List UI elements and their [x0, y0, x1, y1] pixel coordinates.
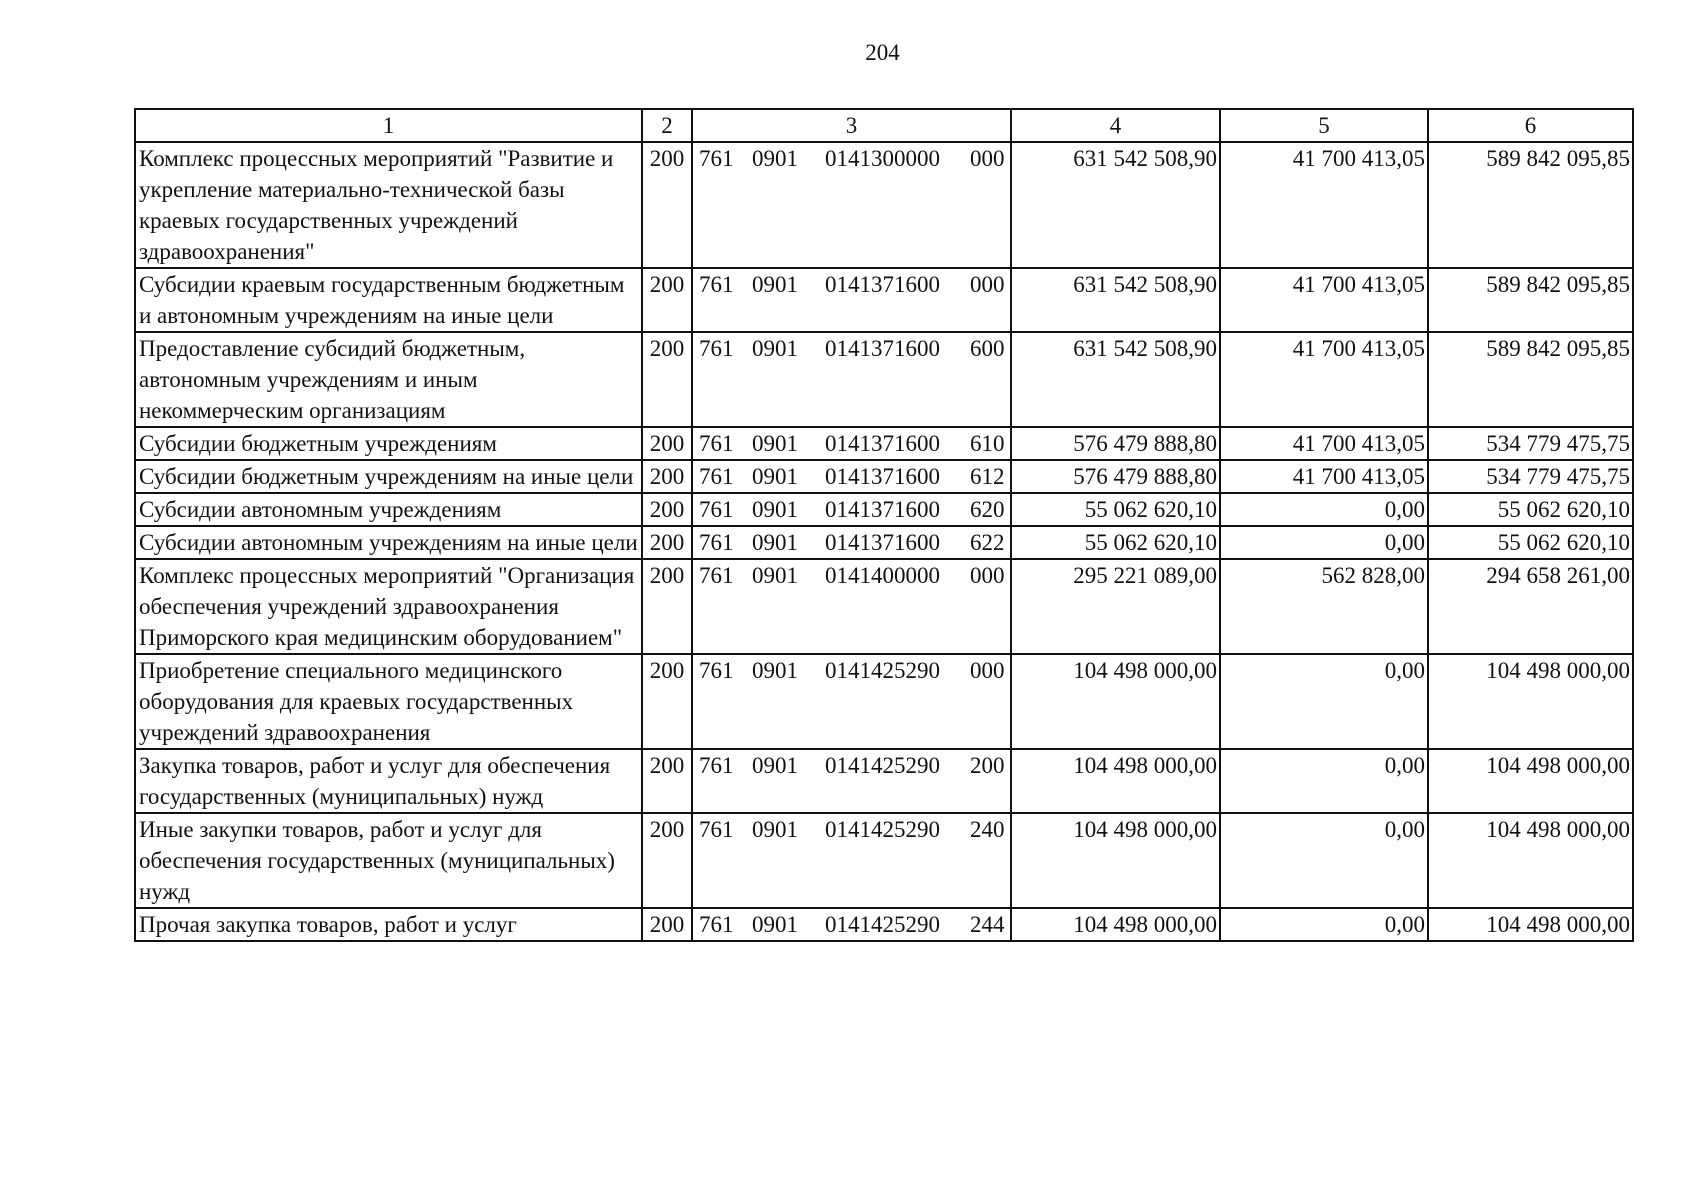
target-item-code: 0141371600: [825, 530, 940, 555]
classification-codes: [692, 654, 1011, 749]
table-row: [135, 332, 1633, 427]
section-code: 0901: [752, 530, 798, 555]
expense-type-code: 610: [970, 431, 1005, 456]
expense-type-code: 200: [970, 753, 1005, 778]
department-code: 761: [699, 146, 734, 171]
target-item-code: 0141425290: [825, 817, 940, 842]
table-row: [135, 268, 1633, 332]
header-cell: 1: [135, 109, 642, 142]
row-name: Комплекс процессных мероприятий "Организация обеспечения учреждений здравоохранения Приморского края медицинским оборудованием": [135, 559, 642, 654]
table-row: [135, 813, 1633, 908]
row-name: Субсидии краевым государственным бюджетным и автономным учреждениям на иные цели: [135, 268, 642, 332]
row-name: Субсидии бюджетным учреждениям: [135, 427, 642, 460]
table-row: [135, 493, 1633, 526]
amount-col4: 631 542 508,90: [1011, 332, 1220, 427]
amount-col5: 41 700 413,05: [1220, 332, 1428, 427]
grbs-code: 200: [642, 332, 692, 427]
section-code: 0901: [752, 146, 798, 171]
amount-col4: 55 062 620,10: [1011, 526, 1220, 559]
classification-codes: [692, 813, 1011, 908]
classification-codes: [692, 908, 1011, 941]
section-code: 0901: [752, 912, 798, 937]
amount-col6: 104 498 000,00: [1428, 908, 1633, 941]
grbs-code: 200: [642, 559, 692, 654]
target-item-code: 0141371600: [825, 272, 940, 297]
amount-col4: 295 221 089,00: [1011, 559, 1220, 654]
amount-col6: 589 842 095,85: [1428, 142, 1633, 268]
target-item-code: 0141425290: [825, 912, 940, 937]
department-code: 761: [699, 336, 734, 361]
grbs-code: 200: [642, 142, 692, 268]
row-name: Субсидии бюджетным учреждениям на иные цели: [135, 460, 642, 493]
amount-col6: 104 498 000,00: [1428, 813, 1633, 908]
table-row: [135, 749, 1633, 813]
amount-col5: 562 828,00: [1220, 559, 1428, 654]
expense-type-code: 244: [970, 912, 1005, 937]
target-item-code: 0141300000: [825, 146, 940, 171]
expense-type-code: 600: [970, 336, 1005, 361]
classification-codes: [692, 493, 1011, 526]
amount-col4: 104 498 000,00: [1011, 654, 1220, 749]
row-name: Субсидии автономным учреждениям на иные цели: [135, 526, 642, 559]
amount-col4: 55 062 620,10: [1011, 493, 1220, 526]
table-row: [135, 526, 1633, 559]
amount-col4: 631 542 508,90: [1011, 268, 1220, 332]
target-item-code: 0141400000: [825, 563, 940, 588]
section-code: 0901: [752, 431, 798, 456]
target-item-code: 0141425290: [825, 753, 940, 778]
department-code: 761: [699, 658, 734, 683]
classification-codes: [692, 142, 1011, 268]
expense-type-code: 000: [970, 272, 1005, 297]
classification-codes: [692, 332, 1011, 427]
amount-col5: 41 700 413,05: [1220, 142, 1428, 268]
amount-col6: 55 062 620,10: [1428, 526, 1633, 559]
target-item-code: 0141371600: [825, 497, 940, 522]
row-name: Субсидии автономным учреждениям: [135, 493, 642, 526]
classification-codes: [692, 749, 1011, 813]
row-name: Иные закупки товаров, работ и услуг для обеспечения государственных (муниципальных) нужд: [135, 813, 642, 908]
grbs-code: 200: [642, 460, 692, 493]
expense-type-code: 620: [970, 497, 1005, 522]
table-row: [135, 427, 1633, 460]
header-cell: 3: [692, 109, 1011, 142]
amount-col4: 576 479 888,80: [1011, 460, 1220, 493]
section-code: 0901: [752, 272, 798, 297]
department-code: 761: [699, 464, 734, 489]
section-code: 0901: [752, 817, 798, 842]
classification-codes: [692, 559, 1011, 654]
department-code: 761: [699, 272, 734, 297]
header-row: [135, 109, 1633, 142]
target-item-code: 0141371600: [825, 336, 940, 361]
grbs-code: 200: [642, 749, 692, 813]
row-name: Приобретение специального медицинского оборудования для краевых государственных учреждений здравоохранения: [135, 654, 642, 749]
department-code: 761: [699, 912, 734, 937]
grbs-code: 200: [642, 427, 692, 460]
department-code: 761: [699, 817, 734, 842]
amount-col6: 534 779 475,75: [1428, 460, 1633, 493]
department-code: 761: [699, 563, 734, 588]
amount-col4: 104 498 000,00: [1011, 749, 1220, 813]
amount-col5: 41 700 413,05: [1220, 427, 1428, 460]
classification-codes: [692, 427, 1011, 460]
target-item-code: 0141371600: [825, 464, 940, 489]
target-item-code: 0141371600: [825, 431, 940, 456]
amount-col6: 294 658 261,00: [1428, 559, 1633, 654]
row-name: Прочая закупка товаров, работ и услуг: [135, 908, 642, 941]
row-name: Закупка товаров, работ и услуг для обеспечения государственных (муниципальных) нужд: [135, 749, 642, 813]
section-code: 0901: [752, 658, 798, 683]
grbs-code: 200: [642, 268, 692, 332]
classification-codes: [692, 526, 1011, 559]
department-code: 761: [699, 753, 734, 778]
classification-codes: [692, 268, 1011, 332]
expense-type-code: 000: [970, 563, 1005, 588]
amount-col5: 0,00: [1220, 908, 1428, 941]
table-row: [135, 654, 1633, 749]
row-name: Комплекс процессных мероприятий "Развитие и укрепление материально-технической базы краевых государственных учреждений здравоохранения": [135, 142, 642, 268]
amount-col4: 104 498 000,00: [1011, 813, 1220, 908]
amount-col6: 589 842 095,85: [1428, 268, 1633, 332]
amount-col5: 0,00: [1220, 654, 1428, 749]
expense-type-code: 240: [970, 817, 1005, 842]
amount-col5: 0,00: [1220, 813, 1428, 908]
expense-type-code: 000: [970, 658, 1005, 683]
classification-codes: [692, 460, 1011, 493]
header-cell: 5: [1220, 109, 1428, 142]
target-item-code: 0141425290: [825, 658, 940, 683]
amount-col6: 104 498 000,00: [1428, 749, 1633, 813]
amount-col4: 576 479 888,80: [1011, 427, 1220, 460]
section-code: 0901: [752, 336, 798, 361]
amount-col5: 0,00: [1220, 493, 1428, 526]
amount-col5: 41 700 413,05: [1220, 460, 1428, 493]
header-cell: 6: [1428, 109, 1633, 142]
expense-type-code: 622: [970, 530, 1005, 555]
expense-type-code: 612: [970, 464, 1005, 489]
section-code: 0901: [752, 464, 798, 489]
section-code: 0901: [752, 497, 798, 522]
grbs-code: 200: [642, 654, 692, 749]
section-code: 0901: [752, 753, 798, 778]
expense-type-code: 000: [970, 146, 1005, 171]
grbs-code: 200: [642, 526, 692, 559]
row-name: Предоставление субсидий бюджетным, автономным учреждениям и иным некоммерческим организациям: [135, 332, 642, 427]
amount-col6: 55 062 620,10: [1428, 493, 1633, 526]
header-cell: 2: [642, 109, 692, 142]
amount-col4: 631 542 508,90: [1011, 142, 1220, 268]
amount-col6: 534 779 475,75: [1428, 427, 1633, 460]
department-code: 761: [699, 497, 734, 522]
section-code: 0901: [752, 563, 798, 588]
amount-col6: 589 842 095,85: [1428, 332, 1633, 427]
amount-col5: 41 700 413,05: [1220, 268, 1428, 332]
budget-table: [134, 108, 1634, 942]
table-row: [135, 142, 1633, 268]
amount-col5: 0,00: [1220, 526, 1428, 559]
amount-col6: 104 498 000,00: [1428, 654, 1633, 749]
table-row: [135, 460, 1633, 493]
grbs-code: 200: [642, 493, 692, 526]
table-row: [135, 908, 1633, 941]
grbs-code: 200: [642, 908, 692, 941]
department-code: 761: [699, 431, 734, 456]
amount-col5: 0,00: [1220, 749, 1428, 813]
page-number: 204: [865, 40, 900, 65]
grbs-code: 200: [642, 813, 692, 908]
department-code: 761: [699, 530, 734, 555]
table-row: [135, 559, 1633, 654]
header-cell: 4: [1011, 109, 1220, 142]
amount-col4: 104 498 000,00: [1011, 908, 1220, 941]
